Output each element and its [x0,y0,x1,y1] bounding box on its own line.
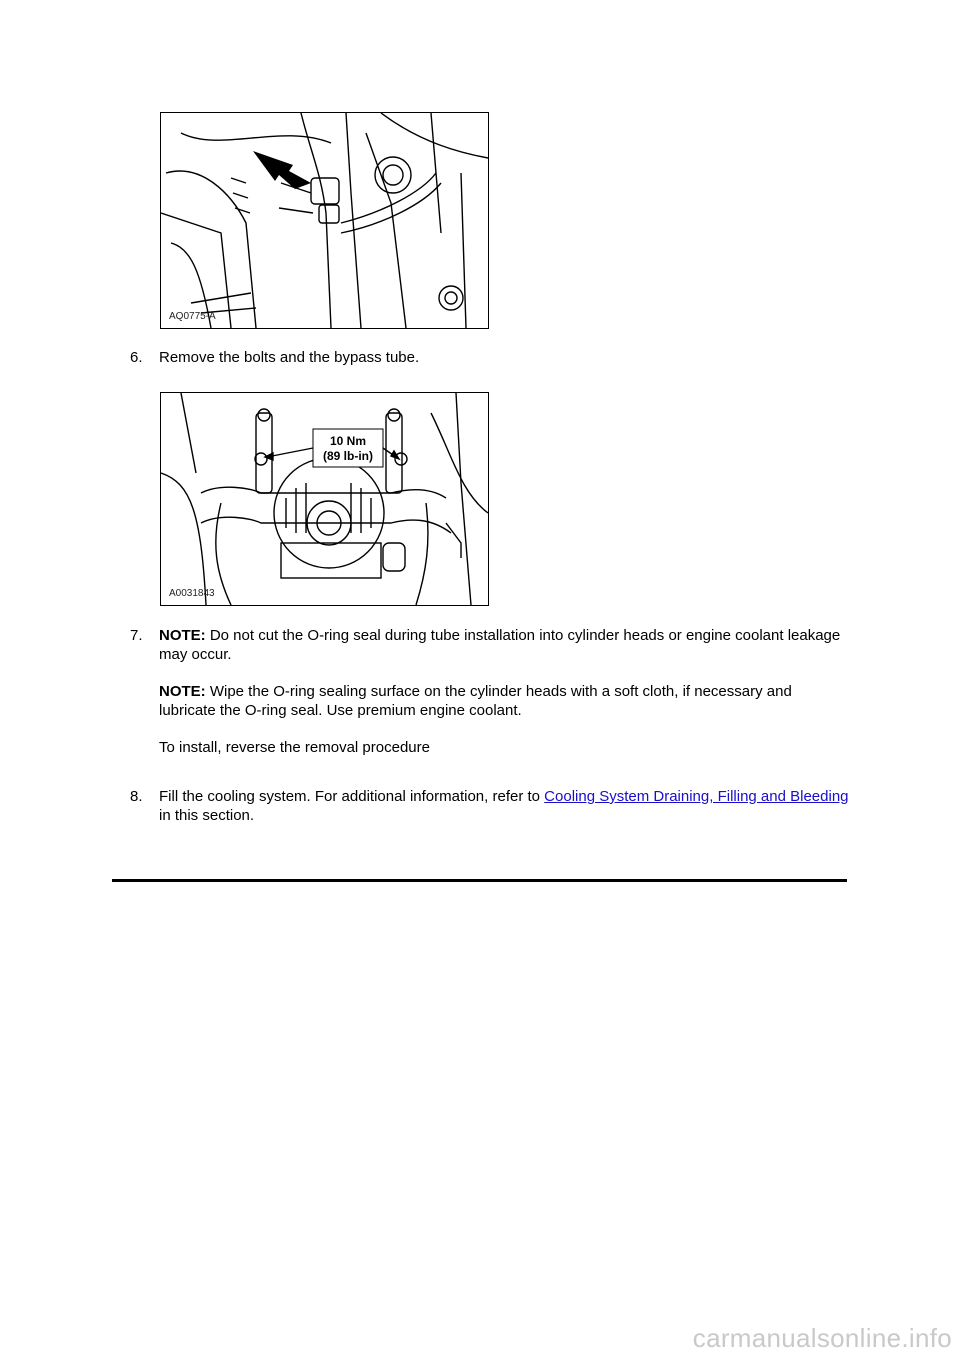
note-1 [159,626,850,664]
watermark: carmanualsonline.info [692,1323,952,1353]
step-number: 6. [130,349,143,366]
cooling-system-link[interactable]: Cooling System Draining, Filling and Bleeding [544,788,849,805]
engine-illustration-2 [161,393,488,605]
note-text: Wipe the O-ring sealing surface on the cylinder heads with a soft cloth, if necessary and lubricate the O-ring seal. Use premium engine coolant. [159,683,792,719]
figure-a0031843 [160,392,489,606]
step-text: Remove the bolts and the bypass tube. [159,349,420,366]
torque-callout-line-1: 10 Nm [329,434,367,448]
note-label: NOTE: [159,627,206,644]
step-number: 7. [130,627,143,644]
step-7 [130,626,850,775]
figure-aq0775-a [160,112,489,329]
step-text-before: Fill the cooling system. For additional information, refer to [159,788,545,805]
step-8 [130,787,850,825]
torque-callout-line-2: (89 lb-in) [323,449,373,463]
section-divider [112,879,847,882]
step-6 [130,348,850,367]
engine-illustration-1 [161,113,488,328]
note-2 [159,682,850,720]
figure-code: AQ0775-A [169,311,216,322]
figure-code: A0031843 [169,588,215,599]
note-label: NOTE: [159,683,206,700]
note-text: Do not cut the O-ring seal during tube installation into cylinder heads or engine coolant leakage may occur. [159,627,841,663]
step-number: 8. [130,788,143,805]
step-text-after: in this section. [159,807,255,824]
install-instruction: To install, reverse the removal procedure [159,739,430,756]
